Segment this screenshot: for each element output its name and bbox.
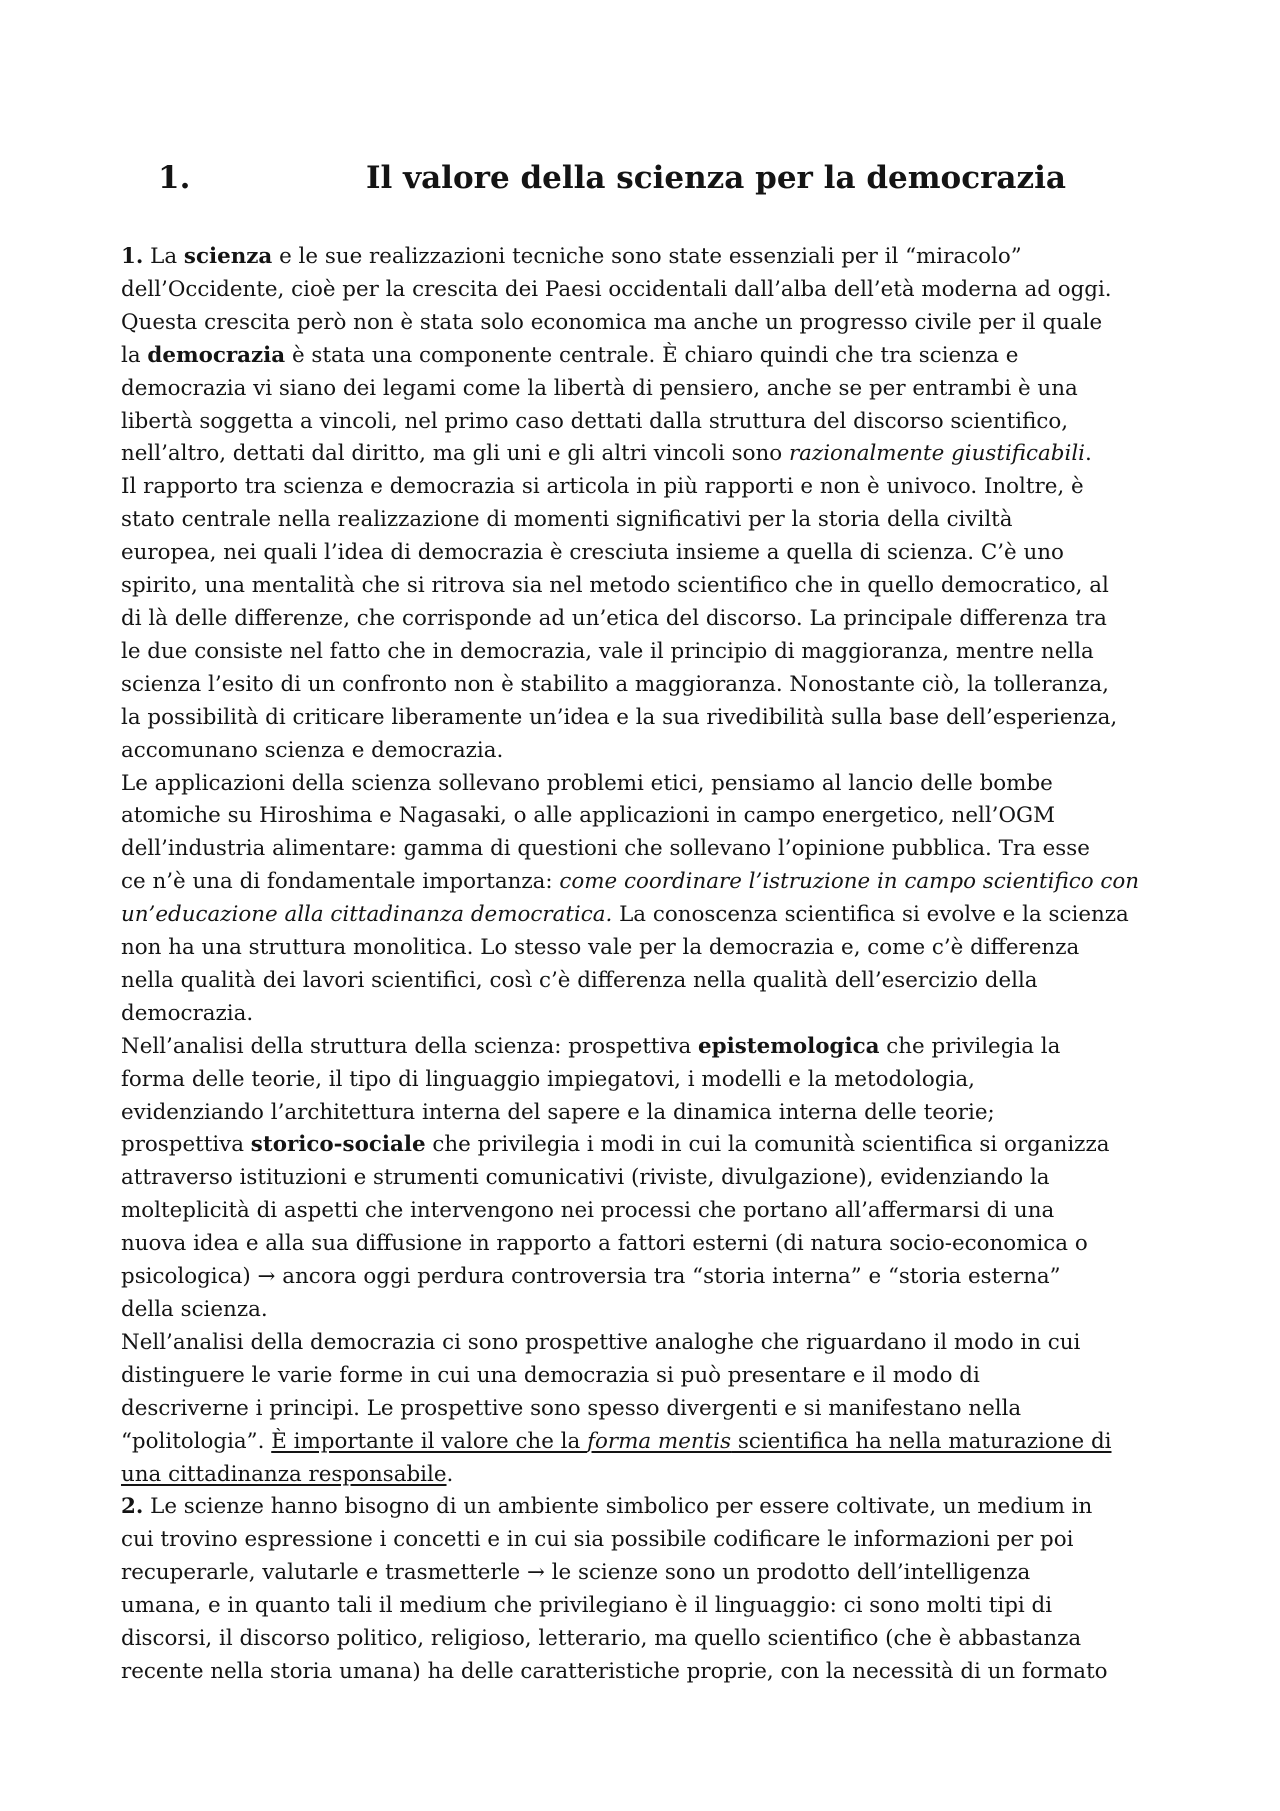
text-line xyxy=(121,1656,1161,1689)
text-line xyxy=(121,570,1161,603)
text-run: umana, e in quanto tali il medium che privilegiano è il linguaggio: ci sono molti tipi di xyxy=(121,1593,1053,1619)
text-run: Nell’analisi della struttura della scienza: prospettiva xyxy=(121,1033,698,1059)
text-run: recuperarle, valutarle e trasmetterle → le scienze sono un prodotto dell’intelligenza xyxy=(121,1560,1031,1586)
text-line xyxy=(121,471,1161,504)
text-run: stato centrale nella realizzazione di momenti significativi per la storia della civiltà xyxy=(121,507,1013,533)
text-run: evidenziando l’architettura interna del sapere e la dinamica interna delle teorie; xyxy=(121,1099,995,1125)
text-run: atomiche su Hiroshima e Nagasaki, o alle applicazioni in campo energetico, nell’OGM xyxy=(121,803,1056,829)
text-line xyxy=(121,406,1161,439)
text-run: come coordinare l’istruzione in campo scientifico con xyxy=(559,869,1140,895)
text-run: storico-sociale xyxy=(250,1132,426,1158)
text-line xyxy=(121,735,1161,768)
text-line xyxy=(121,373,1161,406)
text-run: scientifica ha nella maturazione di xyxy=(731,1428,1112,1454)
text-line xyxy=(121,1129,1161,1162)
text-line xyxy=(121,1590,1161,1623)
paragraph xyxy=(121,1327,1161,1492)
text-run: la possibilità di criticare liberamente un’idea e la sua rivedibilità sulla base dell’esperienza, xyxy=(121,704,1118,730)
paragraph xyxy=(121,1491,1161,1688)
paragraph xyxy=(121,768,1161,1031)
text-line xyxy=(121,537,1161,570)
text-line xyxy=(121,1097,1161,1130)
body-text xyxy=(121,241,1161,1689)
text-line xyxy=(121,1162,1161,1195)
paragraph xyxy=(121,241,1161,471)
text-run: che privilegia la xyxy=(879,1033,1061,1059)
text-run: forma mentis xyxy=(587,1428,732,1454)
text-run: 1. xyxy=(121,244,144,269)
chapter-number: 1. xyxy=(158,160,191,196)
text-line xyxy=(121,1294,1161,1327)
paragraph xyxy=(121,471,1161,767)
text-run: È importante il valore che la xyxy=(271,1428,588,1454)
text-run: . xyxy=(446,1461,454,1487)
text-run: democrazia vi siano dei legami come la libertà di pensiero, anche se per entrambi è una xyxy=(121,375,1078,401)
text-line xyxy=(121,438,1161,471)
text-run: europea, nei quali l’idea di democrazia è cresciuta insieme a quella di scienza. C’è uno xyxy=(121,540,1064,566)
text-run: descriverne i principi. Le prospettive sono spesso divergenti e si manifestano nella xyxy=(121,1395,1022,1421)
text-line xyxy=(121,504,1161,537)
text-line xyxy=(121,1031,1161,1064)
text-run: una cittadinanza responsabile xyxy=(121,1461,447,1487)
text-run: recente nella storia umana) ha delle caratteristiche proprie, con la necessità di un formato xyxy=(121,1658,1108,1684)
text-run: libertà soggetta a vincoli, nel primo caso dettati dalla struttura del discorso scientifico, xyxy=(121,408,1069,434)
text-line xyxy=(121,1623,1161,1656)
text-run: che privilegia i modi in cui la comunità scientifica si organizza xyxy=(425,1132,1110,1158)
text-line xyxy=(121,1491,1161,1524)
text-line xyxy=(121,932,1161,965)
text-run: è stata una componente centrale. È chiaro quindi che tra scienza e xyxy=(285,342,1019,368)
text-line xyxy=(121,998,1161,1031)
text-line xyxy=(121,241,1161,274)
text-line xyxy=(121,340,1161,373)
text-line xyxy=(121,1426,1161,1459)
text-run: scienza l’esito di un confronto non è stabilito a maggioranza. Nonostante ciò, la tolleranza, xyxy=(121,671,1109,697)
text-run: razionalmente giustificabili xyxy=(788,441,1086,467)
text-line xyxy=(121,669,1161,702)
text-run: . xyxy=(1085,441,1092,467)
text-run: nuova idea e alla sua diffusione in rapporto a fattori esterni (di natura socio-economica o xyxy=(121,1231,1088,1257)
text-line xyxy=(121,1195,1161,1228)
text-run: Le scienze hanno bisogno di un ambiente simbolico per essere coltivate, un medium in xyxy=(143,1494,1093,1520)
text-run: della scienza. xyxy=(121,1297,268,1322)
text-line xyxy=(121,307,1161,340)
text-line xyxy=(121,636,1161,669)
text-run: dell’industria alimentare: gamma di questioni che sollevano l’opinione pubblica. Tra esse xyxy=(121,836,1090,862)
text-run: 2. xyxy=(121,1494,144,1520)
text-run: nella qualità dei lavori scientifici, così c’è differenza nella qualità dell’esercizio della xyxy=(121,967,1038,993)
text-run: forma delle teorie, il tipo di linguaggio impiegatovi, i modelli e la metodologia, xyxy=(121,1066,975,1092)
text-line xyxy=(121,899,1161,932)
text-run: accomunano scienza e democrazia. xyxy=(121,737,504,763)
text-line xyxy=(121,833,1161,866)
text-run: democrazia xyxy=(147,342,286,368)
text-run: prospettiva xyxy=(121,1132,251,1158)
text-run: epistemologica xyxy=(698,1033,880,1059)
text-line xyxy=(121,1228,1161,1261)
text-line xyxy=(121,1360,1161,1393)
text-run: democrazia. xyxy=(121,1000,254,1026)
text-run: psicologica) → ancora oggi perdura controversia tra “storia interna” e “storia esterna” xyxy=(121,1264,1061,1290)
text-run: e le sue realizzazioni tecniche sono state essenziali per il “miracolo” xyxy=(272,244,1022,269)
text-run: di là delle differenze, che corrisponde ad un’etica del discorso. La principale differenza tra xyxy=(121,605,1107,631)
text-run: Nell’analisi della democrazia ci sono prospettive analoghe che riguardano il modo in cui xyxy=(121,1329,1081,1355)
text-line xyxy=(121,603,1161,636)
text-run: Il rapporto tra scienza e democrazia si articola in più rapporti e non è univoco. Inoltre, è xyxy=(121,474,1084,500)
text-run: Le applicazioni della scienza sollevano problemi etici, pensiamo al lancio delle bombe xyxy=(121,770,1053,796)
text-line xyxy=(121,1064,1161,1097)
text-run: “politologia”. xyxy=(121,1428,272,1454)
text-line xyxy=(121,1524,1161,1557)
text-line xyxy=(121,800,1161,833)
text-run: le due consiste nel fatto che in democrazia, vale il principio di maggioranza, mentre nella xyxy=(121,638,1094,664)
text-run: non ha una struttura monolitica. Lo stesso vale per la democrazia e, come c’è differenza xyxy=(121,935,1080,961)
text-run: Questa crescita però non è stata solo economica ma anche un progresso civile per il quale xyxy=(121,309,1103,335)
text-run: discorsi, il discorso politico, religioso, letterario, ma quello scientifico (che è abbastanza xyxy=(121,1626,1082,1652)
text-run: La xyxy=(143,244,184,269)
text-run: distinguere le varie forme in cui una democrazia si può presentare e il modo di xyxy=(121,1362,980,1388)
text-line xyxy=(121,1261,1161,1294)
text-run: scienza xyxy=(183,244,273,269)
chapter-title: Il valore della scienza per la democrazia xyxy=(366,160,1066,196)
text-line xyxy=(121,1459,1161,1492)
text-line xyxy=(121,768,1161,801)
text-line xyxy=(121,1393,1161,1426)
text-line xyxy=(121,965,1161,998)
text-run: molteplicità di aspetti che intervengono nei processi che portano all’affermarsi di una xyxy=(121,1198,1055,1224)
text-run: spirito, una mentalità che si ritrova sia nel metodo scientifico che in quello democratico, al xyxy=(121,573,1109,599)
text-run: attraverso istituzioni e strumenti comunicativi (riviste, divulgazione), evidenziando la xyxy=(121,1165,1050,1191)
text-line xyxy=(121,274,1161,307)
text-line xyxy=(121,1327,1161,1360)
text-run: un’educazione alla cittadinanza democratica. xyxy=(121,902,613,928)
text-run: cui trovino espressione i concetti e in cui sia possibile codificare le informazioni per poi xyxy=(121,1527,1074,1553)
text-line xyxy=(121,866,1161,899)
text-line xyxy=(121,702,1161,735)
text-line xyxy=(121,1557,1161,1590)
text-run: nell’altro, dettati dal diritto, ma gli uni e gli altri vincoli sono xyxy=(121,441,789,467)
paragraph xyxy=(121,1031,1161,1327)
text-run: la xyxy=(121,342,148,368)
text-run: La conoscenza scientifica si evolve e la scienza xyxy=(612,902,1129,928)
text-run: dell’Occidente, cioè per la crescita dei Paesi occidentali dall’alba dell’età moderna ad oggi. xyxy=(121,276,1112,302)
text-run: ce n’è una di fondamentale importanza: xyxy=(121,869,560,895)
